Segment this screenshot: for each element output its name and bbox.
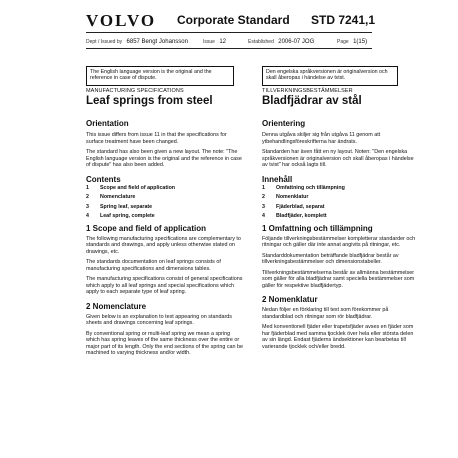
toc-item[interactable]: 4 Leaf spring, complete bbox=[86, 213, 155, 220]
section-paragraph: The standards documentation on leaf springs consists of manufacturing specifications and dimensions tables. bbox=[86, 259, 221, 272]
section-paragraph: Standarddokumentation beträffande bladfjädrar består av tillverkningsbestämmelser och dimensionstabeller. bbox=[262, 252, 399, 266]
swedish-column bbox=[262, 86, 420, 350]
notice-box-english: The English language version is the original and the reference in case of dispute. bbox=[86, 66, 234, 86]
header-rule-bottom bbox=[86, 48, 372, 49]
contents-heading: Innehåll bbox=[262, 174, 293, 184]
meta-issue-label: Issue bbox=[203, 39, 215, 45]
meta-established-value: 2006-07 JOG bbox=[278, 39, 315, 45]
section-paragraph: Given below is an explanation to text appearing on standards sheets and drawings concerning leaf springs. bbox=[86, 313, 232, 327]
table-of-contents bbox=[262, 184, 420, 222]
meta-dept-value: 6857 Bengt Johansson bbox=[126, 39, 188, 45]
header-rule-top bbox=[86, 32, 372, 33]
notice-box-swedish: Den engelska språkversionen är originalversion och skall åberopas i händelse av tvist. bbox=[262, 66, 398, 86]
toc-item[interactable]: 4 Bladfjäder, komplett bbox=[262, 213, 327, 220]
meta-page-label: Page bbox=[337, 39, 349, 45]
standard-number: STD 7241,1 bbox=[311, 13, 376, 27]
meta-issue bbox=[203, 39, 226, 45]
section-paragraph: Följande tillverkningsbestämmelser kompletterar standarder och ritningar och gäller där inte annat angivits på ritningar, etc. bbox=[262, 235, 416, 249]
meta-established-label: Established bbox=[248, 39, 274, 45]
toc-item[interactable]: 1 Omfattning och tillämpning bbox=[262, 184, 345, 191]
table-of-contents bbox=[86, 184, 244, 222]
document-title: Bladfjädrar av stål bbox=[262, 95, 362, 107]
orientation-paragraph: Denna utgåva skiljer sig från utgåva 11 genom att ytbehandlingsföreskrifterna har ändrats. bbox=[262, 132, 381, 145]
section-heading: 1 Scope and field of application bbox=[86, 223, 207, 233]
section-paragraph: By conventional spring or multi-leaf spring we mean a spring which has spring leaves of the same thickness over the entire or major part of its length. Only the end sections of the spring can be machined to varying thickness and/or width. bbox=[86, 330, 244, 357]
section-paragraph: Med konventionell fjäder eller trapetsfjäder avses en fjäder som har fjäderblad med samma tjocklek över hela eller största delen av sin längd. Endast fjäderns ändsektioner kan bearbetas till varierande tjocklek och/eller bredd. bbox=[262, 324, 414, 350]
contents-heading: Contents bbox=[86, 174, 121, 184]
document-title: Leaf springs from steel bbox=[86, 95, 213, 107]
orientation-paragraph: The standard has also been given a new layout. The note: "The English language version is the original and the reference in case of dispute" has also been added. bbox=[86, 149, 242, 168]
orientation-paragraph: Standarden har även fått en ny layout. Noten: "Den engelska språkversionen är originalversion och skall åberopas i händelse av tvist" har också lagts till. bbox=[262, 149, 414, 168]
english-column bbox=[86, 86, 244, 357]
volvo-logo: VOLVO bbox=[86, 11, 157, 30]
section-paragraph: Tillverkningsbestämmelserna består av allmänna bestämmelser som gäller för alla bladfjädrar samt speciella bestämmelser som gäller för respektive bladfjädertyp. bbox=[262, 269, 415, 289]
toc-item[interactable]: 2 Nomenclature bbox=[86, 194, 136, 201]
meta-page bbox=[337, 39, 367, 45]
spec-label: MANUFACTURING SPECIFICATIONS bbox=[86, 88, 184, 94]
orientation-paragraph: This issue differs from issue 11 in that the specifications for surface treatment have been changed. bbox=[86, 132, 227, 145]
orientation-heading: Orientering bbox=[262, 119, 306, 128]
standard-type-title: Corporate Standard bbox=[177, 13, 290, 27]
meta-established bbox=[248, 39, 314, 45]
toc-item[interactable]: 1 Scope and field of application bbox=[86, 184, 176, 191]
meta-page-value: 1(15) bbox=[353, 39, 368, 45]
toc-item[interactable]: 3 Fjäderblad, separat bbox=[262, 203, 325, 210]
toc-item[interactable]: 3 Spring leaf, separate bbox=[86, 203, 153, 210]
section-heading: 1 Omfattning och tillämpning bbox=[262, 223, 373, 233]
section-heading: 2 Nomenclature bbox=[86, 301, 147, 311]
meta-dept bbox=[86, 39, 188, 45]
section-paragraph: Nedan följer en förklaring till text som förekommer på standardblad och ritningar som rör bladfjädrar. bbox=[262, 307, 389, 320]
section-paragraph: The manufacturing specifications consist of general specifications which apply to all leaf springs and special specifications which apply to each separate type of leaf spring. bbox=[86, 276, 243, 296]
meta-dept-label: Dept / Issued by bbox=[86, 39, 123, 45]
toc-item[interactable]: 2 Nomenklatur bbox=[262, 194, 309, 201]
section-paragraph: The following manufacturing specifications are complementary to standards and drawings, and apply unless otherwise stated on drawings, etc. bbox=[86, 235, 241, 255]
meta-issue-value: 12 bbox=[219, 39, 227, 45]
section-heading: 2 Nomenklatur bbox=[262, 295, 318, 305]
spec-label: TILLVERKNINGSBESTÄMMELSER bbox=[262, 88, 353, 94]
orientation-heading: Orientation bbox=[86, 119, 129, 128]
